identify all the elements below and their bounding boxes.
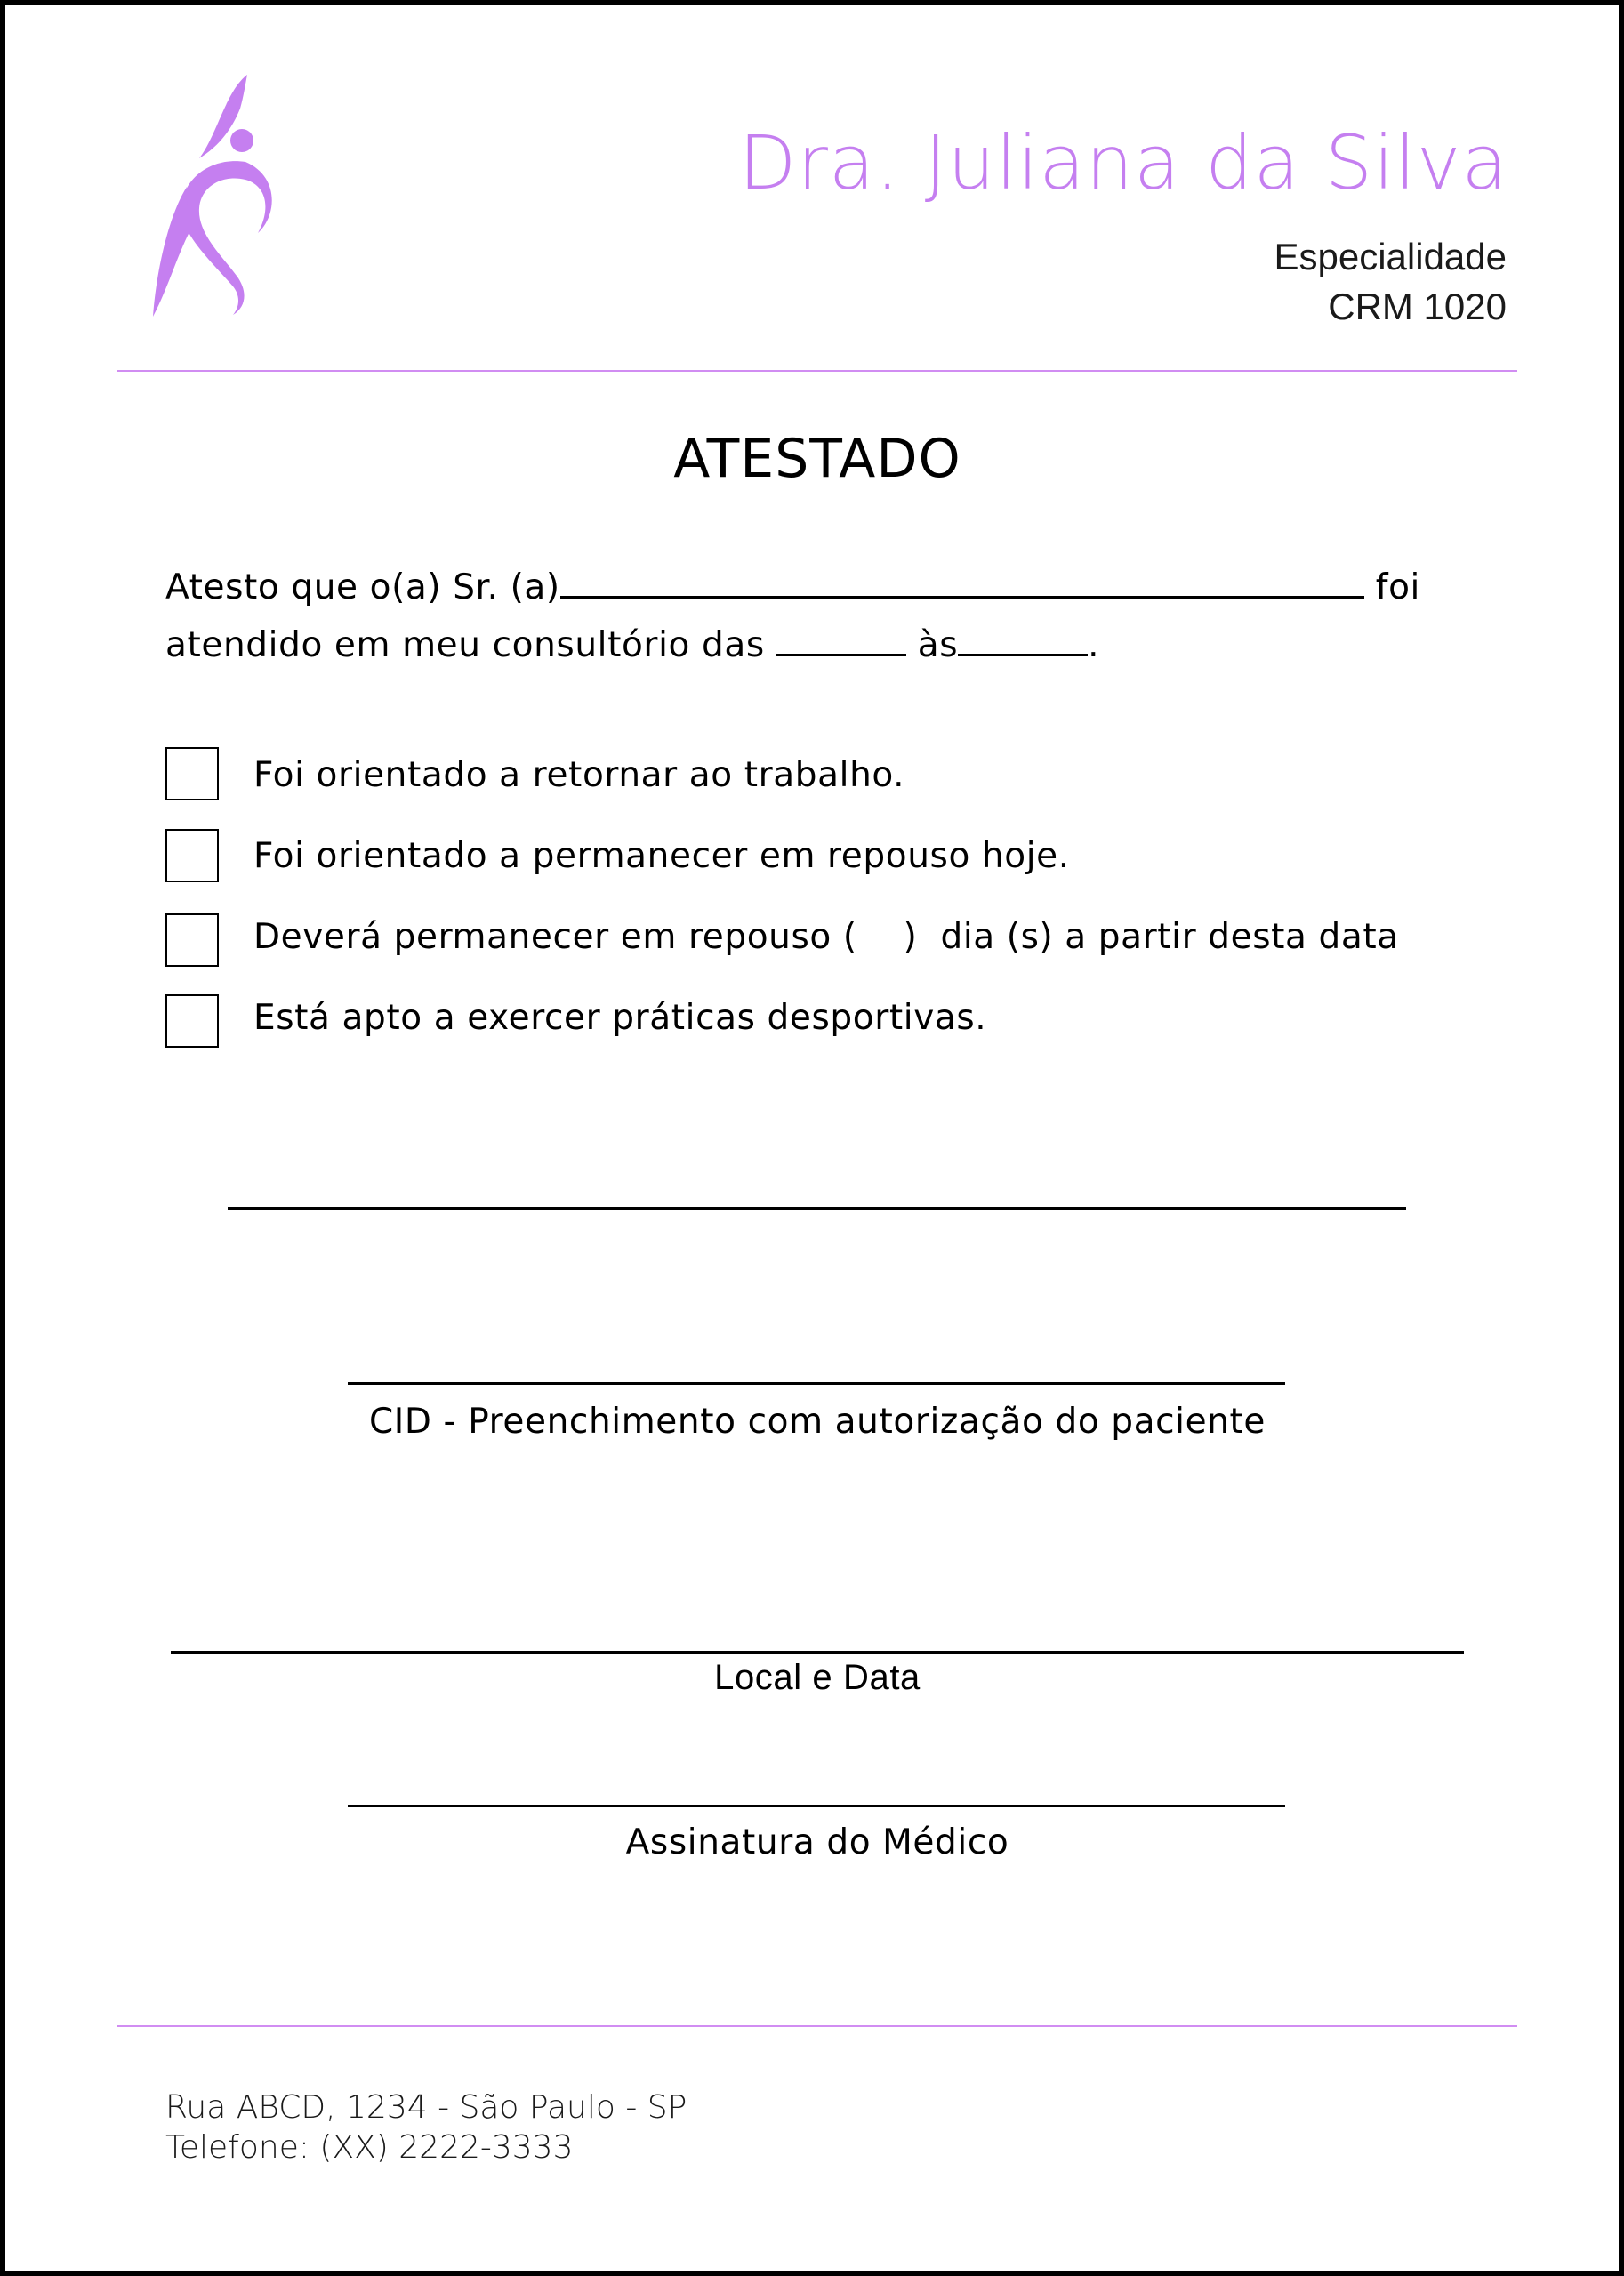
time-from-field[interactable] — [776, 625, 906, 656]
statement-to-text: às — [917, 625, 959, 665]
statement-suffix: foi — [1375, 567, 1420, 607]
signature-label: Assinatura do Médico — [625, 1822, 1009, 1862]
option-checkbox-rest-days[interactable] — [165, 913, 219, 967]
footer-address: Rua ABCD, 1234 - São Paulo - SP — [165, 2089, 687, 2126]
doctor-crm: CRM 1020 — [1328, 286, 1507, 327]
option-label-rest-today: Foi orientado a permanecer em repouso hoje. — [253, 836, 1070, 876]
statement-prefix: Atesto que o(a) Sr. (a) — [165, 567, 560, 607]
option-checkbox-sports[interactable] — [165, 994, 219, 1048]
cid-field-line[interactable] — [348, 1382, 1285, 1385]
footer-phone: Telefone: (XX) 2222-3333 — [165, 2129, 574, 2166]
signature-field-line[interactable] — [348, 1805, 1285, 1807]
clinic-logo — [148, 73, 281, 322]
doctor-name: Dra. Juliana da Silva — [738, 119, 1508, 206]
patient-name-field[interactable] — [560, 567, 1364, 599]
page-title: ATESTADO — [673, 428, 961, 490]
option-label-return-work: Foi orientado a retornar ao trabalho. — [253, 755, 905, 795]
statement-period: . — [1088, 625, 1100, 665]
notes-field-line[interactable] — [228, 1207, 1406, 1210]
statement-line-2 — [165, 625, 1099, 663]
option-label-sports: Está apto a exercer práticas desportivas. — [253, 998, 987, 1038]
local-date-field-line[interactable] — [171, 1651, 1464, 1654]
time-to-field[interactable] — [958, 625, 1088, 656]
header-divider — [117, 370, 1517, 372]
local-date-label: Local e Data — [714, 1658, 921, 1697]
option-checkbox-rest-today[interactable] — [165, 829, 219, 882]
footer-divider — [117, 2025, 1517, 2027]
option-label-rest-days: Deverá permanecer em repouso ( ) dia (s) a partir desta data — [253, 917, 1399, 957]
doctor-specialty: Especialidade — [1274, 236, 1507, 277]
statement-office-text: atendido em meu consultório das — [165, 625, 765, 665]
option-checkbox-return-work[interactable] — [165, 747, 219, 800]
cid-label: CID - Preenchimento com autorização do paciente — [368, 1402, 1266, 1442]
statement-line-1 — [165, 567, 1420, 605]
